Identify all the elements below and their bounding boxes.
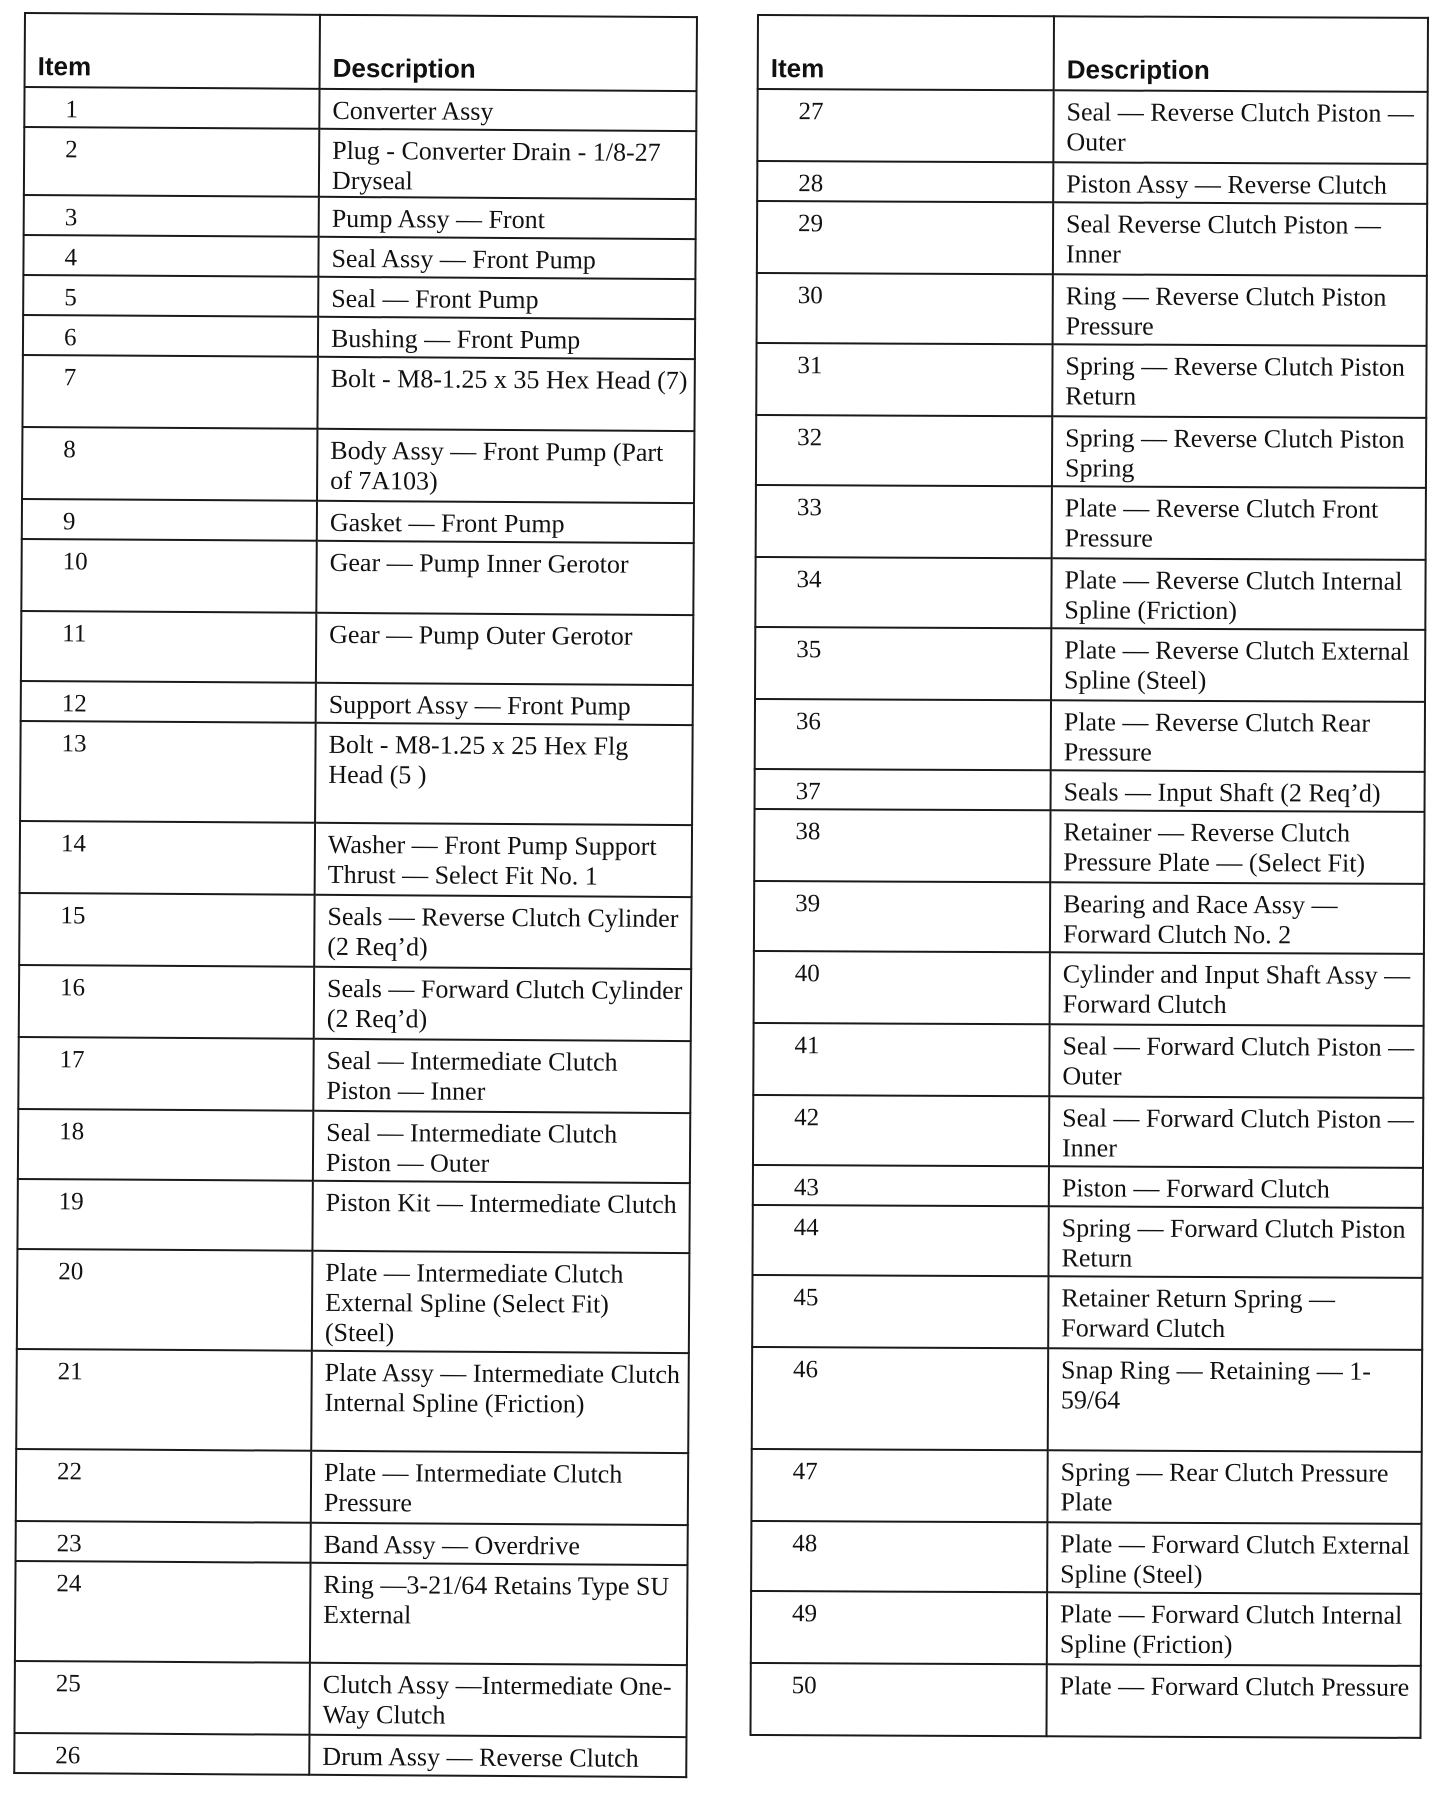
item-number-cell [22,499,317,541]
item-number: 29 [798,210,824,238]
table-row [23,275,695,319]
table-row [18,1109,690,1183]
item-number-cell [751,1591,1047,1664]
item-number: 12 [61,690,87,718]
item-number-cell [16,1521,311,1563]
item-number: 5 [64,284,77,312]
item-number: 26 [55,1742,81,1770]
item-description: Gasket — Front Pump [317,501,694,543]
item-description: Seals — Input Shaft (2 Req’d) [1051,770,1425,812]
item-description: Seal — Forward Clutch Piston — Inner [1049,1096,1423,1168]
item-description: Spring — Rear Clutch Pressure Plate [1047,1450,1421,1524]
item-number: 20 [58,1258,84,1286]
item-number-cell [751,1521,1047,1592]
table-row [750,1663,1420,1738]
table-row [755,627,1425,702]
item-number-cell [753,1023,1049,1096]
table-row [24,87,696,131]
item-number-cell [756,485,1052,558]
table-row [21,539,693,615]
item-number: 9 [62,508,76,536]
item-number: 42 [794,1104,820,1132]
table-row [755,769,1425,812]
table-row [753,1023,1423,1098]
item-number: 31 [797,352,823,380]
item-description: Bolt - M8-1.25 x 25 Hex Flg Head (5 ) [315,723,693,825]
item-number: 22 [57,1458,83,1486]
item-description: Plate — Reverse Clutch Front Pressure [1052,486,1426,560]
item-number-cell [752,1347,1048,1450]
item-description: Seal Assy — Front Pump [318,237,695,279]
item-description: Seals — Reverse Clutch Cylinder (2 Req’d) [314,895,691,969]
item-number: 32 [797,424,823,452]
item-number: 21 [57,1358,83,1386]
item-description: Spring — Reverse Clutch Piston Return [1052,344,1426,418]
item-number: 15 [60,902,86,930]
table-row [753,1165,1423,1208]
table-row [15,1561,688,1665]
item-description: Spring — Reverse Clutch Piston Spring [1052,416,1426,488]
item-description: Support Assy — Front Pump [316,683,693,725]
table-row [18,1037,690,1113]
item-number: 17 [59,1046,85,1074]
item-description: Gear — Pump Outer Gerotor [316,613,693,685]
item-number-cell [20,721,316,823]
item-number-cell [18,1037,313,1111]
table-row [754,809,1424,884]
item-number-cell [752,1275,1048,1348]
item-number: 24 [56,1570,82,1598]
item-number: 10 [62,548,88,576]
item-description: Clutch Assy —Intermediate One-Way Clutch [309,1663,686,1737]
item-number: 43 [793,1174,819,1202]
item-number-cell [754,809,1050,882]
item-number-cell [754,881,1050,952]
item-number: 49 [791,1600,818,1628]
item-number: 14 [60,830,87,858]
table-body [750,89,1427,1738]
item-number-cell [755,627,1051,700]
item-number-cell [23,315,318,357]
item-number-cell [755,557,1051,628]
table-row [757,201,1427,276]
table-row [756,485,1426,560]
item-number-cell [757,161,1053,202]
item-description: Plate — Reverse Clutch Rear Pressure [1051,700,1425,772]
table-row [21,611,693,685]
item-number: 40 [794,960,820,988]
table-row [21,681,693,725]
table-row [16,1349,689,1453]
table-row [752,1275,1422,1350]
item-number: 27 [798,98,824,126]
table-row [20,721,693,825]
item-number-cell [22,427,317,501]
table-row [22,427,694,503]
item-number-cell [23,235,318,277]
item-number-cell [754,951,1050,1024]
table-row [752,1205,1422,1278]
item-number-cell [757,89,1053,162]
table-row [16,1521,688,1565]
item-number-cell [21,539,316,613]
item-number-cell [21,681,316,723]
table-row [20,821,692,897]
table-row [22,499,694,543]
parts-table-right [749,14,1429,1739]
table-row [23,235,695,279]
item-number-cell [756,415,1052,486]
item-description: Seal — Reverse Clutch Piston — Outer [1053,90,1427,164]
item-column-header: Item [758,15,1054,90]
item-number-cell [19,893,314,967]
item-description: Cylinder and Input Shaft Assy — Forward Clutch [1050,952,1424,1026]
item-number-cell [24,87,319,129]
table-row [757,273,1427,346]
item-number-cell [752,1205,1048,1276]
item-number: 1 [65,96,78,124]
item-number: 50 [791,1672,817,1700]
item-description: Seal — Intermediate Clutch Piston — Inner [313,1039,690,1113]
item-description: Piston — Forward Clutch [1049,1166,1423,1208]
item-number: 23 [56,1530,82,1558]
item-number: 13 [61,730,87,758]
item-number-cell [753,1095,1049,1166]
table-row [24,195,696,239]
item-description: Plate Assy — Intermediate Clutch Internal Spline (Friction) [311,1351,689,1453]
item-description: Plate — Intermediate Clutch External Spline (Select Fit) (Steel) [312,1251,690,1353]
item-description: Seal — Forward Clutch Piston — Outer [1049,1024,1423,1098]
item-description: Plate — Forward Clutch Pressure [1046,1664,1420,1738]
table-header-row [758,15,1428,92]
item-number-cell [750,1663,1046,1736]
item-number: 6 [63,324,77,352]
item-number-cell [751,1449,1047,1522]
item-description: Ring — Reverse Clutch Piston Pressure [1053,274,1427,346]
table-row [752,1347,1422,1452]
description-column-header: Description [320,15,697,91]
item-number-cell [14,1733,309,1775]
item-description: Gear — Pump Inner Gerotor [316,541,693,615]
item-description: Plate — Reverse Clutch External Spline (Steel) [1051,628,1425,702]
item-number-cell [755,699,1051,770]
item-number-cell [22,355,317,429]
item-number: 35 [796,636,822,664]
item-number: 38 [795,818,821,846]
item-number-cell [757,201,1053,274]
item-description: Bearing and Race Assy — Forward Clutch No. 2 [1050,882,1424,954]
item-number-cell [19,965,314,1039]
item-description: Bolt - M8-1.25 x 35 Hex Head (7) [317,357,694,431]
item-number-cell [16,1449,311,1523]
table-row [751,1449,1421,1524]
item-number-cell [20,821,315,895]
item-number-cell [757,273,1053,344]
table-row [757,161,1427,204]
item-description: Plug - Converter Drain - 1/8-27 Dryseal [319,129,696,199]
table-row [16,1449,688,1525]
table-row [19,893,691,969]
item-description: Retainer Return Spring — Forward Clutch [1048,1276,1422,1350]
item-description: Seal Reverse Clutch Piston — Inner [1053,202,1427,276]
table-row [17,1249,690,1353]
parts-table-left [13,12,698,1778]
item-number-cell [21,611,316,683]
item-number: 46 [793,1356,819,1384]
item-number-cell [17,1179,312,1251]
item-number: 4 [64,244,78,272]
item-description: Piston Assy — Reverse Clutch [1053,162,1427,204]
item-number-cell [23,275,318,317]
item-number-cell [753,1165,1049,1206]
item-description: Body Assy — Front Pump (Part of 7A103) [317,429,694,503]
table-row [751,1521,1421,1594]
item-number: 19 [58,1188,84,1216]
item-number: 45 [793,1284,819,1312]
table-row [24,127,696,199]
item-number: 3 [64,204,78,232]
item-number-cell [17,1249,313,1351]
item-number: 30 [797,282,823,310]
item-description: Seal — Intermediate Clutch Piston — Outer [313,1111,690,1183]
item-description: Retainer — Reverse Clutch Pressure Plate — (Select Fit) [1050,810,1424,884]
item-description: Snap Ring — Retaining — 1-59/64 [1048,1348,1422,1452]
description-column-header: Description [1054,16,1428,92]
table-row [751,1591,1421,1666]
item-number: 36 [795,708,821,736]
item-number: 2 [65,136,78,164]
table-row [23,315,695,359]
item-number-cell [24,127,319,197]
item-number-cell [756,343,1052,416]
table-row [17,1179,689,1253]
item-description: Spring — Forward Clutch Piston Return [1048,1206,1422,1278]
item-description: Seals — Forward Clutch Cylinder (2 Req’d) [314,967,691,1041]
item-number-cell [18,1109,313,1181]
item-number: 41 [794,1032,820,1060]
item-number: 16 [59,974,86,1002]
item-number: 18 [59,1118,85,1146]
table-row [754,951,1424,1026]
item-description: Piston Kit — Intermediate Clutch [312,1181,689,1253]
item-description: Ring —3-21/64 Retains Type SU External [310,1563,688,1665]
item-number-cell [15,1561,311,1663]
item-number: 7 [63,364,77,392]
item-number: 48 [792,1530,818,1558]
item-number-cell [755,769,1051,810]
item-number: 44 [793,1214,819,1242]
item-description: Seal — Front Pump [318,277,695,319]
item-number: 34 [796,566,822,594]
table-row [756,343,1426,418]
table-row [757,89,1427,164]
item-description: Plate — Forward Clutch External Spline (Steel) [1047,1522,1421,1594]
item-number: 11 [62,620,87,648]
table-row [755,557,1425,630]
item-number: 39 [795,890,821,918]
item-number: 8 [63,436,76,464]
table-row [14,1733,686,1777]
item-number: 28 [798,170,824,198]
item-number: 33 [796,494,822,522]
item-description: Converter Assy [319,89,696,131]
table-row [14,1661,686,1737]
item-column-header: Item [25,13,320,89]
table-row [22,355,694,431]
item-description: Plate — Reverse Clutch Internal Spline (Friction) [1051,558,1425,630]
item-number: 47 [792,1458,818,1486]
item-number-cell [14,1661,309,1735]
table-row [753,1095,1423,1168]
table-row [755,699,1425,772]
table-row [754,881,1424,954]
item-description: Bushing — Front Pump [318,317,695,359]
item-description: Plate — Intermediate Clutch Pressure [311,1451,688,1525]
table-body [14,87,696,1777]
item-description: Drum Assy — Reverse Clutch [309,1735,686,1777]
item-number-cell [24,195,319,237]
item-description: Pump Assy — Front [319,197,696,239]
item-description: Washer — Front Pump Support Thrust — Select Fit No. 1 [315,823,692,897]
table-row [756,415,1426,488]
table-row [19,965,691,1041]
item-number-cell [16,1349,312,1451]
item-description: Plate — Forward Clutch Internal Spline (Friction) [1047,1592,1421,1666]
item-number: 25 [55,1670,81,1698]
table-header-row [25,13,697,91]
item-number: 37 [795,778,821,806]
item-description: Band Assy — Overdrive [311,1523,688,1565]
